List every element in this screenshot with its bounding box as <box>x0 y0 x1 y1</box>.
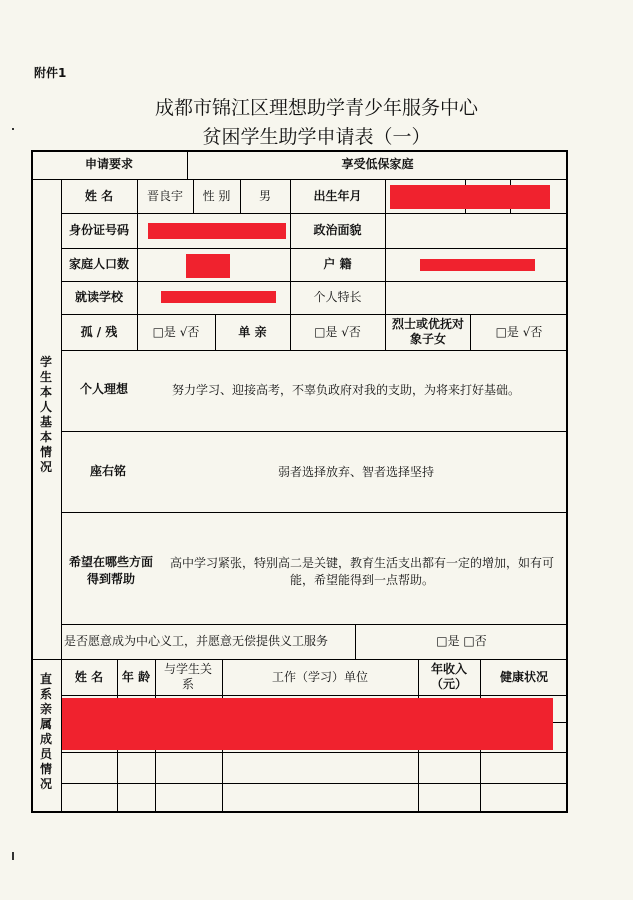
volunteer-question: 是否愿意成为中心义工，并愿意无偿提供义工服务 <box>64 634 329 648</box>
single-parent-label: 单 亲 <box>238 324 267 339</box>
rule-h <box>61 512 568 513</box>
relatives-header-health: 健康状况 <box>499 669 548 684</box>
martyr-child-checkbox[interactable]: □是 √否 <box>495 324 543 339</box>
name-value: 晋良宇 <box>146 188 183 203</box>
specialty-label: 个人特长 <box>313 290 362 304</box>
name-label: 姓 名 <box>84 188 114 203</box>
organization-title: 成都市锦江区理想助学青少年服务中心 <box>154 97 478 119</box>
ideal-text: 努力学习、迎接高考，不辜负政府对我的支助，为将来打好基础。 <box>172 383 521 397</box>
birth-label: 出生年月 <box>313 188 362 203</box>
rule-h <box>61 783 568 784</box>
household-size-label: 家庭人口数 <box>68 257 129 271</box>
section-student-info: 学生本人基本情况 <box>39 355 52 474</box>
relatives-header-income: 年收入（元） <box>430 662 467 691</box>
rule-v <box>385 179 386 350</box>
relatives-header-age: 年 龄 <box>121 669 151 684</box>
ideal-label: 个人理想 <box>80 381 129 396</box>
orphan-disabled-checkbox[interactable]: □是 √否 <box>152 324 200 339</box>
politics-label: 政治面貌 <box>313 223 362 237</box>
motto-label: 座右铭 <box>90 463 127 478</box>
hukou-label: 户 籍 <box>323 257 352 271</box>
orphan-disabled-label: 孤 / 残 <box>80 324 118 339</box>
gender-label: 性 别 <box>202 188 231 203</box>
volunteer-checkbox[interactable]: □是 □否 <box>436 634 487 648</box>
rule-h <box>61 695 568 696</box>
section-relatives: 直系亲属成员情况 <box>39 672 52 791</box>
scan-mark <box>12 128 14 130</box>
rule-h <box>61 350 568 351</box>
relatives-header-relation: 与学生关系 <box>163 662 212 691</box>
relatives-header-workplace: 工作（学习）单位 <box>271 669 368 684</box>
annex-label: 附件1 <box>34 66 67 80</box>
redacted-birthdate <box>390 185 550 209</box>
redacted-relatives-rows <box>62 698 553 750</box>
rule-h <box>61 431 568 432</box>
scan-mark <box>12 852 14 860</box>
redacted-household-size <box>186 254 230 278</box>
redacted-id-number <box>148 223 286 239</box>
requirement-label: 申请要求 <box>84 157 133 171</box>
gender-value: 男 <box>258 188 271 203</box>
school-label: 就读学校 <box>74 290 123 304</box>
martyr-child-label: 烈士或优抚对象子女 <box>391 317 464 346</box>
rule-h <box>61 752 568 753</box>
redacted-hukou <box>420 259 535 271</box>
help-text: 高中学习紧张，特别高二是关键，教育生活支出都有一定的增加，如有可能，希望能得到一点帮助。 <box>169 556 554 587</box>
id-number-label: 身份证号码 <box>68 223 129 237</box>
motto-text: 弱者选择放弃、智者选择坚持 <box>278 465 435 479</box>
form-title: 贫困学生助学申请表（一） <box>202 126 431 148</box>
redacted-school <box>161 291 276 303</box>
help-label: 希望在哪些方面得到帮助 <box>68 555 153 586</box>
single-parent-checkbox[interactable]: □是 √否 <box>314 324 361 339</box>
requirement-value: 享受低保家庭 <box>341 157 414 171</box>
relatives-header-name: 姓 名 <box>74 669 104 684</box>
